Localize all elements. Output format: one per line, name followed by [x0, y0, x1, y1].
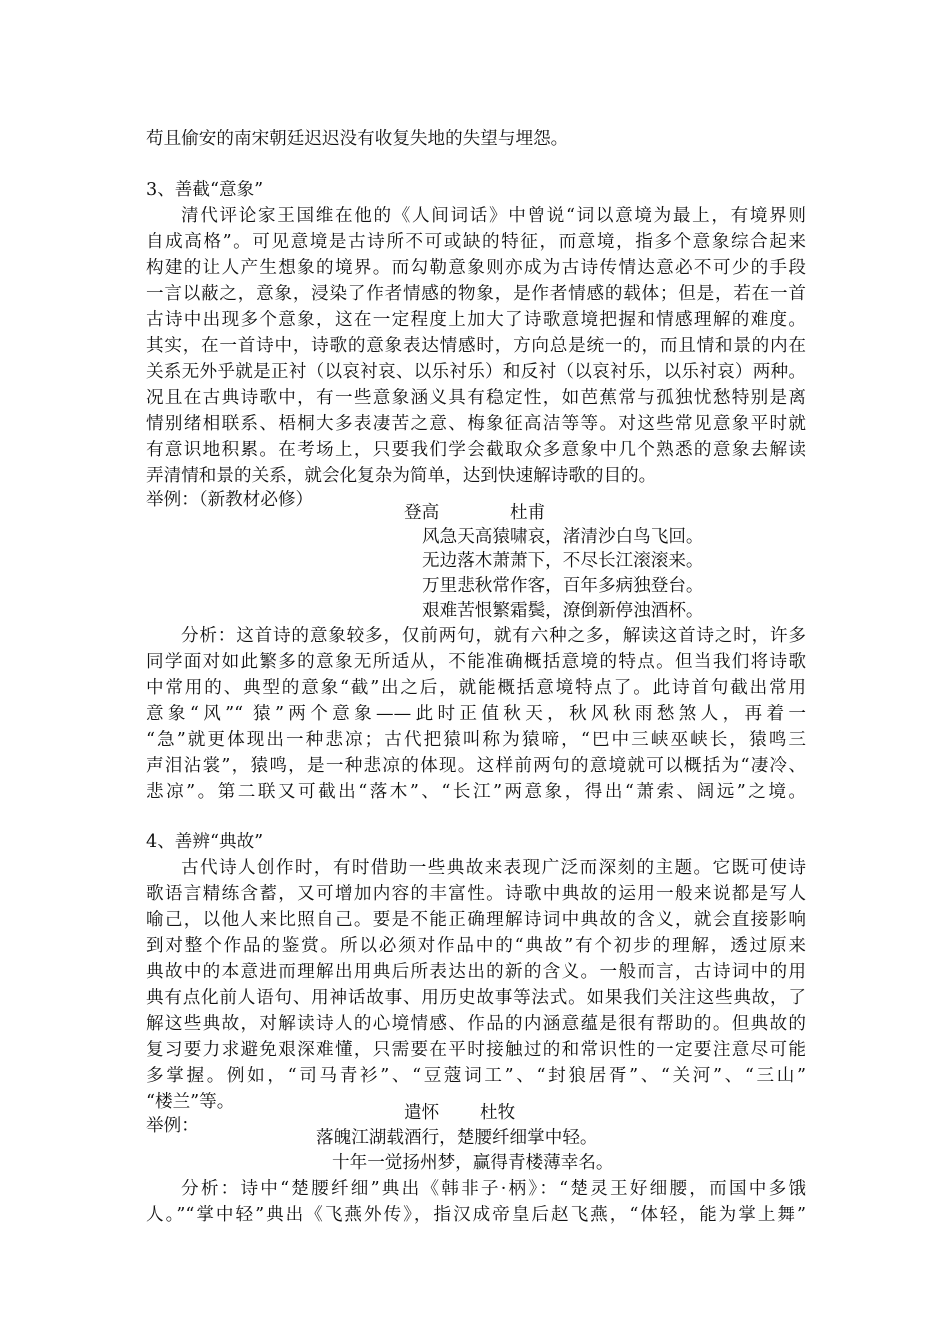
- poem-line: 万里悲秋常作客，百年多病独登台。: [422, 576, 704, 596]
- poem-line: 十年一觉扬州梦，赢得青楼薄幸名。: [332, 1153, 614, 1173]
- analysis-line: 声泪沾裳”，猿鸣，是一种悲凉的体现。这样前两句的意境就可以概括为“凄冷、: [146, 756, 806, 776]
- poem-title: 遣怀: [404, 1103, 440, 1123]
- example-label: 举例：: [146, 1116, 199, 1136]
- poem-author: 杜牧: [480, 1103, 516, 1123]
- analysis-line: 人。”“掌中轻”典出《飞燕外传》，指汉成帝皇后赵飞燕，“体轻，能为掌上舞”: [146, 1205, 806, 1225]
- analysis-line: “急”就更体现出一种悲凉；古代把猿叫称为猿啼，“巴中三峡巫峡长，猿鸣三: [146, 730, 806, 750]
- paragraph-line: 有意识地积累。在考场上，只要我们学会截取众多意象中几个熟悉的意象去解读: [146, 440, 806, 460]
- paragraph-line: 到对整个作品的鉴赏。所以必须对作品中的“典故”有个初步的理解，透过原来: [146, 936, 806, 956]
- paragraph-line: 自成高格”。可见意境是古诗所不可或缺的特征，而意境，指多个意象综合起来: [146, 232, 806, 252]
- analysis-line: 分析：诗中“楚腰纤细”典出《韩非子·柄》：“楚灵王好细腰，而国中多饿: [181, 1179, 806, 1199]
- paragraph-line: 清代评论家王国维在他的《人间词话》中曾说“词以意境为最上，有境界则: [181, 206, 806, 226]
- paragraph-line: 关系无外乎就是正衬（以哀衬哀、以乐衬乐）和反衬（以哀衬乐，以乐衬哀）两种。: [146, 362, 806, 382]
- poem-line: 艰难苦恨繁霜鬓，潦倒新停浊酒杯。: [422, 601, 704, 621]
- poem-title: 登高: [404, 503, 440, 523]
- paragraph-line: 情别绪相联系、梧桐大多表凄苦之意、梅象征高洁等等。对这些常见意象平时就: [146, 414, 806, 434]
- section-heading: 3、善截“意象”: [146, 180, 264, 200]
- example-label: 举例：（新教材必修）: [146, 490, 314, 510]
- analysis-line: 意象“风”“ 猿”两个意象——此时正值秋天，秋风秋雨愁煞人，再着一: [146, 704, 806, 724]
- analysis-line: 中常用的、典型的意象“截”出之后，就能概括意境特点了。此诗首句截出常用: [146, 678, 806, 698]
- analysis-line: 同学面对如此繁多的意象无所适从，不能准确概括意境的特点。但当我们将诗歌: [146, 652, 806, 672]
- paragraph-line: 歌语言精练含蓄，又可增加内容的丰富性。诗歌中典故的运用一般来说都是写人: [146, 884, 806, 904]
- poem-line: 落魄江湖载酒行，楚腰纤细掌中轻。: [316, 1128, 598, 1148]
- paragraph-line: 弄清情和景的关系，就会化复杂为简单，达到快速解诗歌的目的。: [146, 466, 657, 486]
- paragraph-line: 复习要力求避免艰深难懂，只需要在平时接触过的和常识性的一定要注意尽可能: [146, 1040, 806, 1060]
- poem-line: 无边落木萧萧下，不尽长江滚滚来。: [422, 551, 704, 571]
- paragraph-line: 一言以蔽之，意象，浸染了作者情感的物象，是作者情感的载体；但是，若在一首: [146, 284, 806, 304]
- poem-line: 风急天高猿啸哀，渚清沙白鸟飞回。: [422, 527, 704, 547]
- paragraph-line: 古诗中出现多个意象，这在一定程度上加大了诗歌意境把握和情感理解的难度。: [146, 310, 806, 330]
- paragraph-line: 典有点化前人语句、用神话故事、用历史故事等法式。如果我们关注这些典故，了: [146, 988, 806, 1008]
- poem-author: 杜甫: [510, 503, 546, 523]
- paragraph-line: “楼兰”等。: [146, 1092, 235, 1112]
- continued-text: 苟且偷安的南宋朝廷迟迟没有收复失地的失望与埋怨。: [146, 129, 569, 149]
- paragraph-line: 其实，在一首诗中，诗歌的意象表达情感时，方向总是统一的，而且情和景的内在: [146, 336, 806, 356]
- paragraph-line: 构建的让人产生想象的境界。而勾勒意象则亦成为古诗传情达意必不可少的手段: [146, 258, 806, 278]
- paragraph-line: 古代诗人创作时，有时借助一些典故来表现广泛而深刻的主题。它既可使诗: [181, 858, 806, 878]
- analysis-line: 悲凉”。第二联又可截出“落木”、“长江”两意象，得出“萧索、阔远”之境。: [146, 782, 806, 802]
- paragraph-line: 解这些典故，对解读诗人的心境情感、作品的内涵意蕴是很有帮助的。但典故的: [146, 1014, 806, 1034]
- section-heading: 4、善辨“典故”: [146, 832, 264, 852]
- paragraph-line: 喻己，以他人来比照自己。要是不能正确理解诗词中典故的含义，就会直接影响: [146, 910, 806, 930]
- analysis-line: 分析：这首诗的意象较多，仅前两句，就有六种之多，解读这首诗之时，许多: [181, 626, 806, 646]
- paragraph-line: 况且在古典诗歌中，有一些意象涵义具有稳定性，如芭蕉常与孤独忧愁特别是离: [146, 388, 806, 408]
- paragraph-line: 多掌握。例如，“司马青衫”、“豆蔻词工”、“封狼居胥”、“关河”、“三山”: [146, 1066, 806, 1086]
- paragraph-line: 典故中的本意进而理解出用典后所表达出的新的含义。一般而言，古诗词中的用: [146, 962, 806, 982]
